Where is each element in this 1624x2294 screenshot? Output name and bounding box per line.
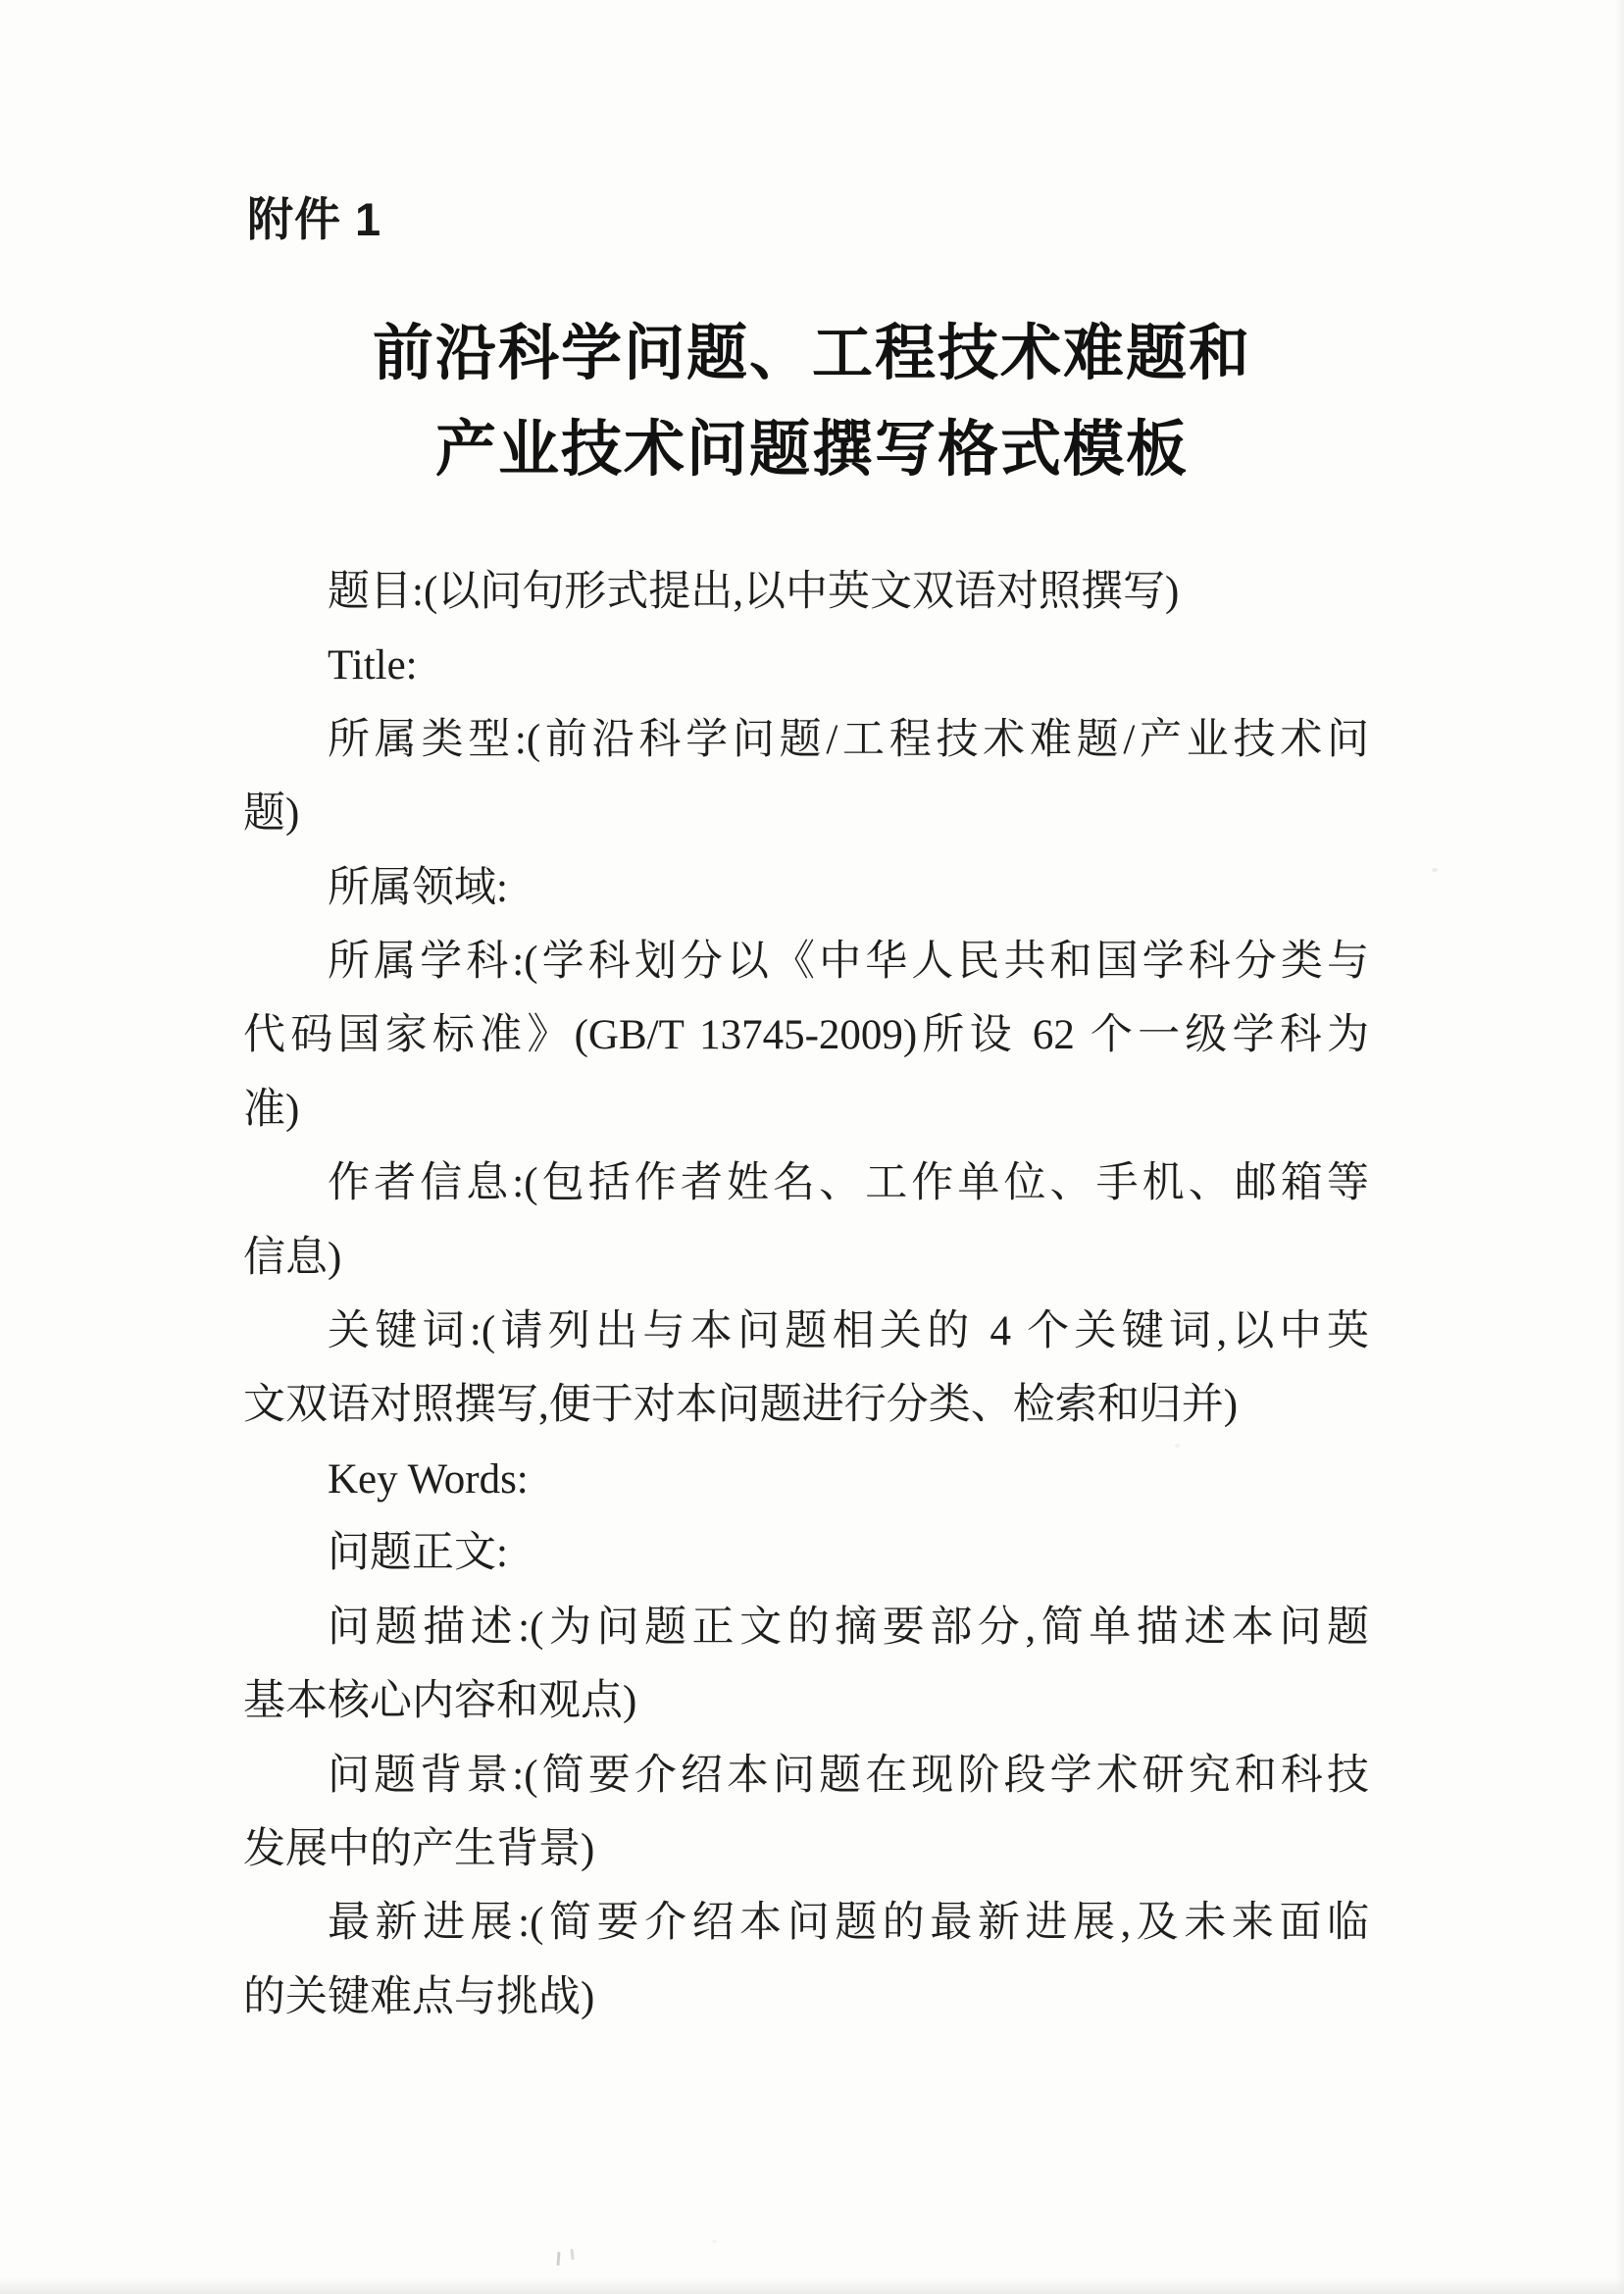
body-line: 文双语对照撰写,便于对本问题进行分类、检索和归并): [243, 1382, 1239, 1429]
document-body: [243, 555, 1369, 2034]
field-keywords-en: [243, 1443, 1369, 1516]
scan-artifact-mark: [570, 2249, 574, 2260]
body-line: 问题正文:: [328, 1530, 508, 1577]
field-author-info: [243, 1147, 1369, 1295]
document-title-line-1: 前沿科学问题、工程技术难题和: [372, 320, 1251, 387]
body-line: 作者信息:(包括作者姓名、工作单位、手机、邮箱等: [328, 1160, 1369, 1207]
body-line: Key Words:: [328, 1455, 529, 1503]
field-topic-en: [243, 629, 1369, 702]
body-line: 关键词:(请列出与本问题相关的 4 个关键词,以中英: [328, 1308, 1369, 1355]
body-line: 代码国家标准》(GB/T 13745-2009)所设 62 个一级学科为: [243, 1012, 1369, 1059]
body-line: 题目:(以问句形式提出,以中英文双语对照撰写): [328, 569, 1180, 615]
document-title-line-2: 产业技术问题撰写格式模板: [434, 416, 1189, 484]
field-main-text: [243, 1516, 1369, 1590]
scan-artifact-speck: [712, 2240, 717, 2243]
scan-artifact-mark: [557, 2252, 561, 2266]
body-line: 发展中的产生背景): [243, 1825, 595, 1872]
field-keywords-cn: [243, 1295, 1369, 1443]
body-line: 准): [243, 1086, 300, 1133]
field-progress: [243, 1886, 1369, 2034]
body-line: Title:: [328, 642, 418, 689]
document-title: [0, 306, 1624, 498]
body-line: 的关键难点与挑战): [243, 1973, 595, 2020]
attachment-label: 附件 1: [247, 193, 382, 245]
field-background: [243, 1739, 1369, 1887]
body-line: 信息): [243, 1234, 342, 1281]
body-line: 问题描述:(为问题正文的摘要部分,简单描述本问题: [328, 1604, 1369, 1651]
body-line: 最新进展:(简要介绍本问题的最新进展,及未来面临: [328, 1900, 1369, 1947]
scan-artifact-speck: [1432, 868, 1438, 872]
field-description: [243, 1591, 1369, 1739]
field-discipline: [243, 925, 1369, 1147]
body-line: 问题背景:(简要介绍本问题在现阶段学术研究和科技: [328, 1752, 1369, 1799]
field-domain: [243, 851, 1369, 925]
page-bottom-edge-shading: [0, 2278, 1624, 2294]
body-line: 基本核心内容和观点): [243, 1678, 637, 1725]
field-topic-cn: [243, 555, 1369, 629]
body-line: 所属类型:(前沿科学问题/工程技术难题/产业技术问: [328, 716, 1369, 763]
scan-artifact-speck: [1175, 1444, 1180, 1448]
field-type: [243, 703, 1369, 851]
body-line: 所属学科:(学科划分以《中华人民共和国学科分类与: [328, 939, 1369, 986]
page-right-edge-shading: [1616, 0, 1624, 2294]
body-line: 题): [243, 790, 300, 838]
body-line: 所属领域:: [328, 864, 508, 911]
